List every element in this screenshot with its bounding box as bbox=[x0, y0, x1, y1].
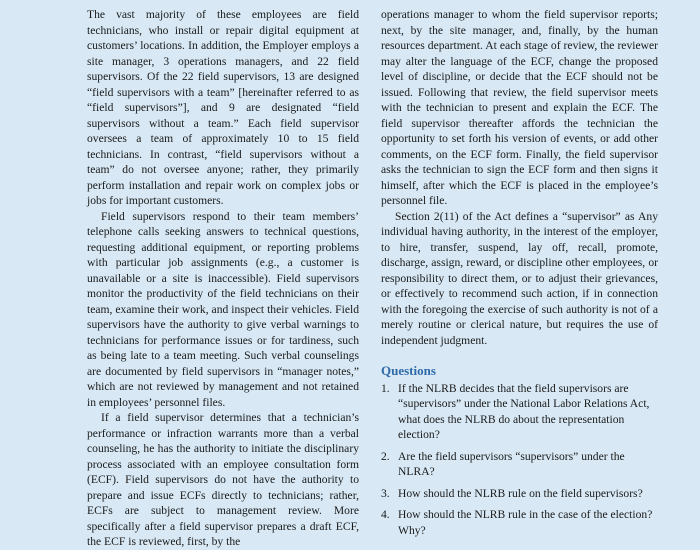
question-number: 4. bbox=[381, 508, 390, 521]
question-text: If the NLRB decides that the field supervisors are “supervisors” under the National Labor Relations Act, what does the NLRB do about the representation election? bbox=[398, 381, 650, 441]
paragraph: If a field supervisor determines that a technician’s performance or infraction warrants more than a verbal counseling, he has the authority to initiate the disciplinary process associated with an employee consultation form (ECF). Field supervisors do not have the authority to prepare and issue ECFs directly to technicians; rather, ECFs are subject to management review. More specifically after a field supervisor prepares a draft ECF, the ECF is reviewed, first, by the bbox=[87, 411, 359, 548]
question-text: How should the NLRB rule on the field supervisors? bbox=[398, 486, 643, 500]
question-text: How should the NLRB rule in the case of the election? Why? bbox=[398, 508, 653, 537]
paragraph: Field supervisors respond to their team members’ telephone calls seeking answers to technical questions, requesting additional equipment, or reporting problems with particular job assignments (e.g., a customer is unavailable or a site is inaccessible). Field supervisors monitor the productivity of the field technicians on their team, examine their work, and inspect their vehicles. Field supervisors have the authority to give verbal warnings to technicians for performance issues or for tardiness, such as being late to a team meeting. Such verbal counselings are documented by field supervisors in “manager notes,” which are not reviewed by management and not retained in employees’ personnel files. bbox=[87, 209, 359, 409]
question-item bbox=[381, 381, 658, 443]
paragraph: operations manager to whom the field supervisor reports; next, by the site manager, and, finally, by the human resources department. At each stage of review, the reviewer may alter the language of the ECF, change the proposed level of discipline, or decide that the ECF should not be issued. Following that review, the field supervisor meets with the technician to present and explain the ECF. The field supervisor thereafter affords the technician the opportunity to set forth his version of events, or add other comments, on the ECF form. Finally, the field supervisor asks the technician to sign the ECF form and then signs it himself, after which the ECF is placed in the employee’s personnel file. bbox=[381, 8, 658, 207]
paragraph: Section 2(11) of the Act defines a “supervisor” as Any individual having authority, in the interest of the employer, to hire, transfer, suspend, lay off, recall, promote, discharge, assign, reward, or discipline other employees, or responsibility to direct them, or to adjust their grievances, or effectively to recommend such action, if in connection with the foregoing the exercise of such authority is not of a merely routine or clerical nature, but requires the use of independent judgment. bbox=[381, 209, 658, 347]
question-item bbox=[381, 486, 658, 502]
question-number: 2. bbox=[381, 449, 390, 463]
left-column bbox=[87, 7, 359, 550]
question-text: Are the field supervisors “supervisors” under the NLRA? bbox=[398, 449, 625, 478]
question-item bbox=[381, 449, 658, 480]
question-number: 1. bbox=[381, 381, 390, 395]
questions-heading: Questions bbox=[381, 363, 436, 378]
questions-list bbox=[381, 381, 658, 539]
right-column bbox=[381, 7, 658, 544]
paragraph: The vast majority of these employees are field technicians, who install or repair digital equipment at customers’ locations. In addition, the Employer employs a site manager, 3 operations managers, and 22 field supervisors. Of the 22 field supervisors, 13 are designed “field supervisors with a team” [hereinafter referred to as “field supervisors”], and 9 are designated “field supervisors without a team.” Each field supervisor oversees a team of approximately 10 to 15 field technicians. In contrast, “field supervisors without a team” do not oversee anyone; rather, they primarily perform installation and repair work on complex jobs or jobs for important customers. bbox=[87, 8, 359, 207]
question-number: 3. bbox=[381, 486, 390, 500]
question-item bbox=[381, 507, 658, 538]
